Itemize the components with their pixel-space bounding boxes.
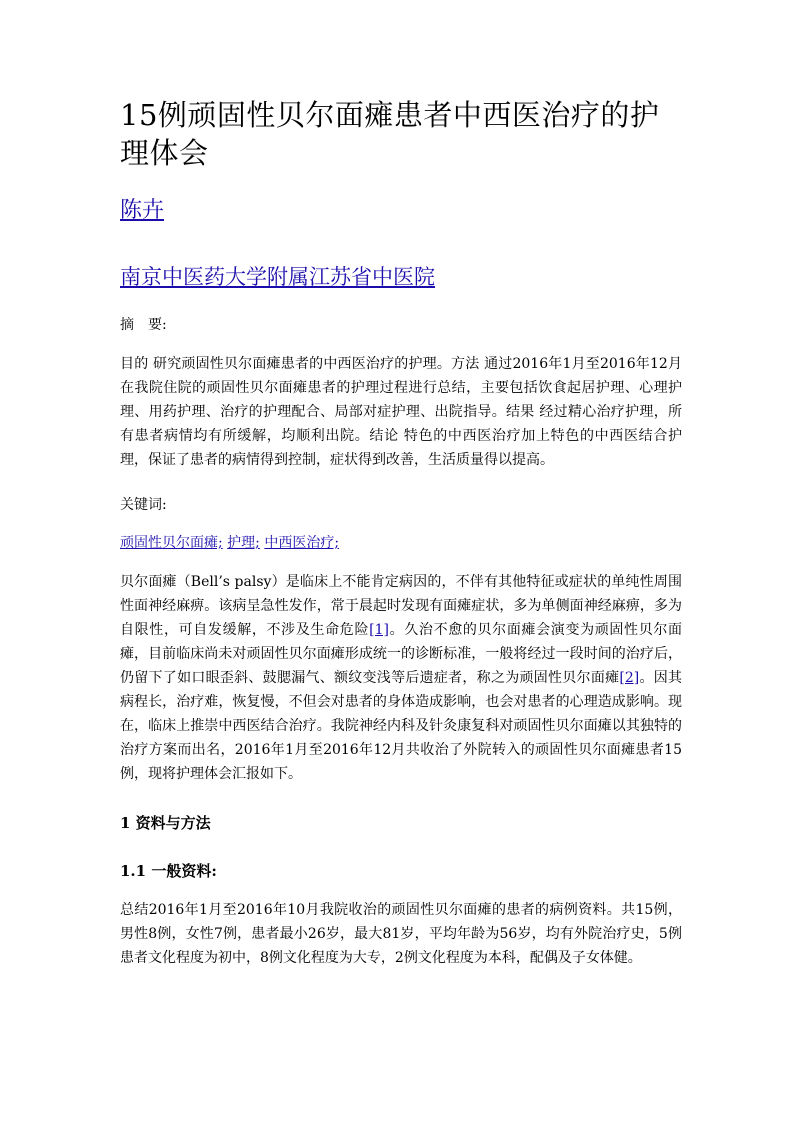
keywords-list bbox=[120, 532, 682, 554]
intro-paragraph bbox=[120, 570, 682, 786]
reference-link-1[interactable]: [1] bbox=[369, 622, 389, 638]
abstract-text: 目的 研究顽固性贝尔面瘫患者的中西医治疗的护理。方法 通过2016年1月至2016年12月在我院住院的顽固性贝尔面瘫患者的护理过程进行总结，主要包括饮食起居护理、心理护理、用药护理、治疗的护理配合、局部对症护理、出院指导。结果 经过精心治疗护理，所有患者病情均有所缓解，均顺利出院。结论 特色的中西医治疗加上特色的中西医结合护理，保证了患者的病情得到控制，症状得到改善，生活质量得以提高。 bbox=[120, 356, 682, 468]
reference-link-2[interactable]: [2] bbox=[619, 670, 640, 686]
intro-text-2: 。久治不愈的贝尔面瘫会演变为顽固性贝尔面瘫，目前临床尚未对顽固性贝尔面瘫形成统一的诊断标准，一般将经过一段时间的治疗后，仍留下了如口眼歪斜、鼓腮漏气、额纹变浅等后遗症者，称之为顽固性贝尔面瘫 bbox=[120, 622, 683, 686]
affiliation-link[interactable]: 南京中医药大学附属江苏省中医院 bbox=[120, 265, 435, 289]
intro-text-1: 贝尔面瘫（Bell’s palsy）是临床上不能肯定病因的，不伴有其他特征或症状的单纯性周围性面神经麻痹。该病呈急性发作，常于晨起时发现有面瘫症状，多为单侧面神经麻痹，多为自限性，可自发缓解，不涉及生命危险 bbox=[120, 574, 682, 638]
intro-text-3: 。因其病程长，治疗难，恢复慢，不但会对患者的身体造成影响，也会对患者的心理造成影响。现在，临床上推崇中西医结合治疗。我院神经内科及针灸康复科对顽固性贝尔面瘫以其独特的治疗方案而出名，2016年1月至2016年12月共收治了外院转入的顽固性贝尔面瘫患者15例，现将护理体会汇报如下。 bbox=[120, 670, 683, 782]
keywords-label: 关键词: bbox=[120, 497, 167, 513]
subsection-heading: 1.1 一般资料: bbox=[120, 862, 217, 880]
keyword-link[interactable]: 护理; bbox=[227, 535, 260, 551]
article-title: 15例顽固性贝尔面瘫患者中西医治疗的护理体会 bbox=[120, 98, 660, 170]
keyword-link[interactable]: 中西医治疗; bbox=[264, 535, 340, 551]
author-link[interactable]: 陈卉 bbox=[120, 198, 165, 223]
section-heading: 1 资料与方法 bbox=[120, 814, 211, 832]
article bbox=[120, 96, 682, 970]
general-info-paragraph: 总结2016年1月至2016年10月我院收治的顽固性贝尔面瘫的患者的病例资料。共15例，男性8例，女性7例，患者最小26岁，最大81岁，平均年龄为56岁，均有外院治疗史，5例患者文化程度为初中，8例文化程度为大专，2例文化程度为本科，配偶及子女体健。 bbox=[120, 902, 682, 966]
keyword-link[interactable]: 顽固性贝尔面瘫; bbox=[120, 535, 223, 551]
abstract-label: 摘 要: bbox=[120, 317, 167, 333]
